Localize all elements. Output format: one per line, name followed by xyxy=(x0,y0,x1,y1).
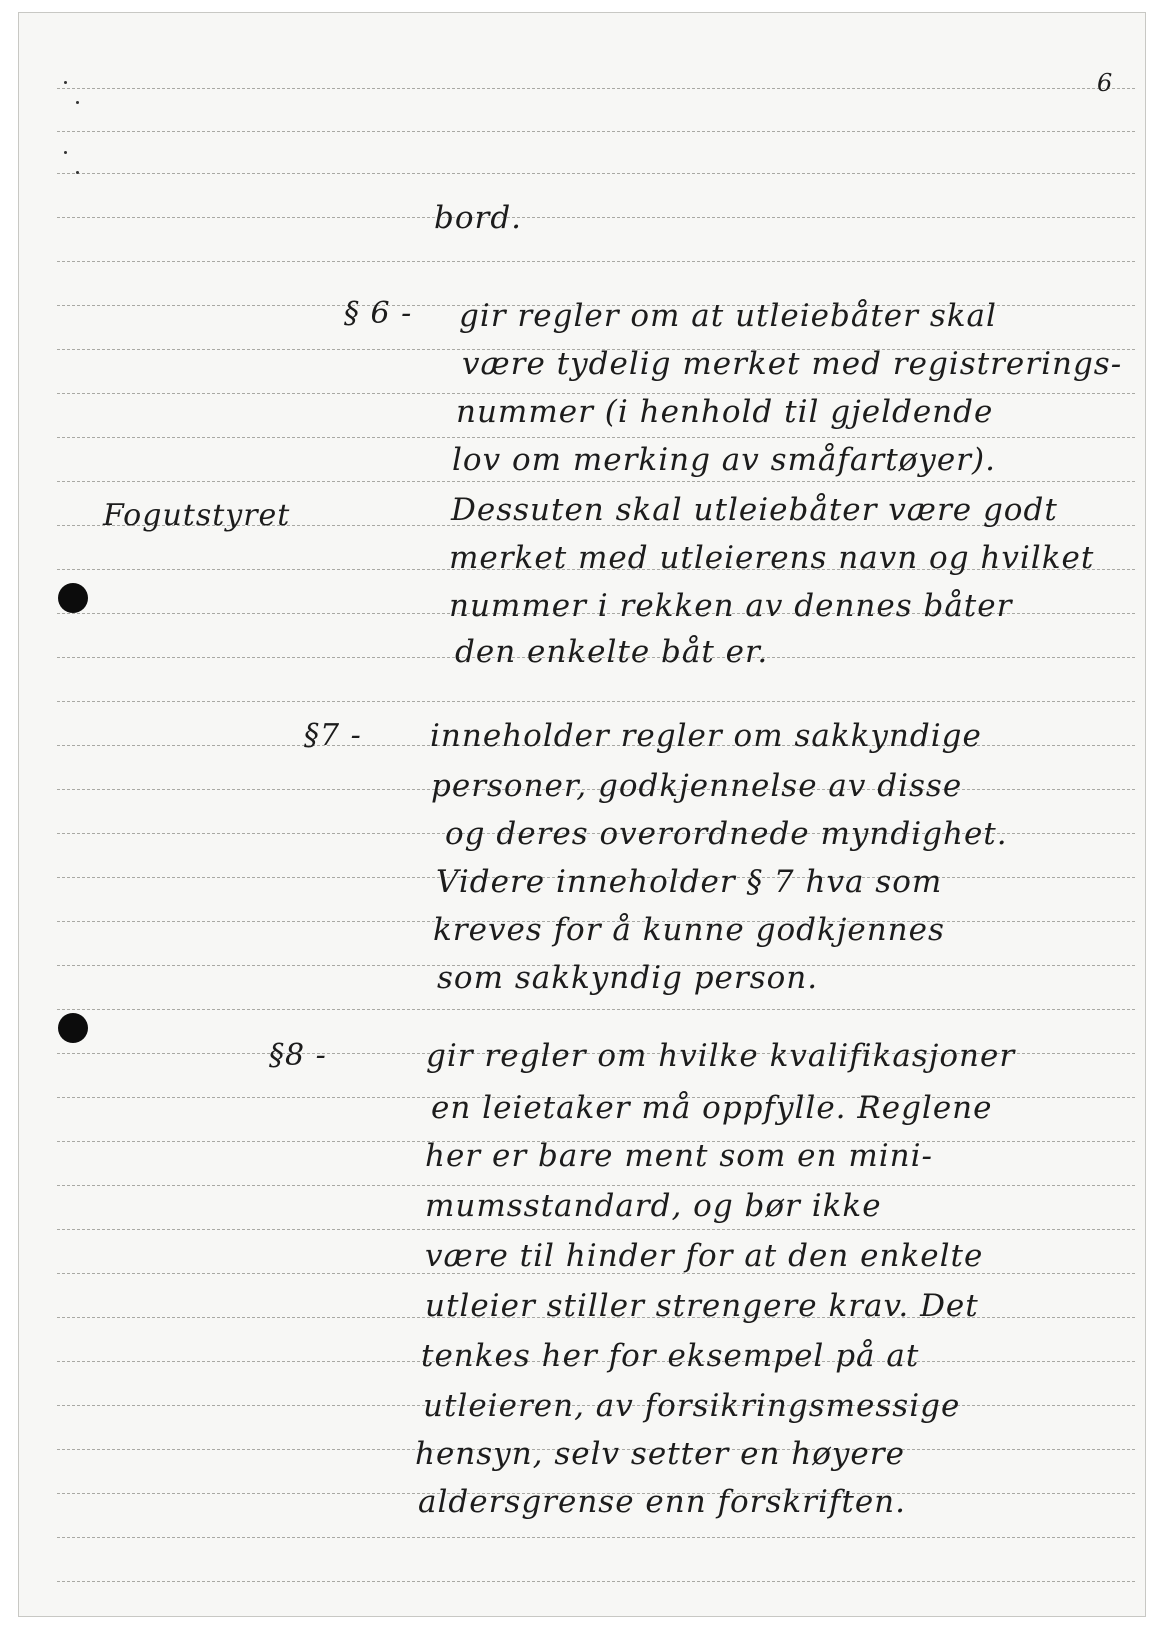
text-line: nummer (i henhold til gjeldende xyxy=(456,394,994,430)
text-line: utleieren, av forsikringsmessige xyxy=(423,1388,961,1424)
text-line: personer, godkjennelse av disse xyxy=(431,768,963,804)
text-line: tenkes her for eksempel på at xyxy=(421,1338,920,1374)
margin-speck xyxy=(76,171,79,174)
text-line: gir regler om at utleiebåter skal xyxy=(459,298,997,334)
page-number: 6 xyxy=(1097,69,1114,97)
ruled-line xyxy=(57,1581,1135,1582)
text-line: merket med utleierens navn og hvilket xyxy=(449,540,1095,576)
ruled-line xyxy=(57,1009,1135,1010)
text-line: utleier stiller strengere krav. Det xyxy=(425,1288,979,1324)
text-line: hensyn, selv setter en høyere xyxy=(415,1436,905,1472)
text-line: og deres overordnede myndighet. xyxy=(445,816,1008,852)
ruled-line xyxy=(57,701,1135,702)
text-line: her er bare ment som en mini- xyxy=(425,1138,934,1174)
text-line: være til hinder for at den enkelte xyxy=(425,1238,984,1274)
text-line: inneholder regler om sakkyndige xyxy=(430,718,982,754)
text-line: aldersgrense enn forskriften. xyxy=(418,1484,907,1520)
ruled-line xyxy=(57,437,1135,438)
text-line: mumsstandard, og bør ikke xyxy=(425,1188,882,1224)
text-line: nummer i rekken av dennes båter xyxy=(449,588,1013,624)
ruled-line xyxy=(57,88,1135,89)
text-line: som sakkyndig person. xyxy=(437,960,819,996)
section-label-7: §7 - xyxy=(304,718,362,753)
margin-speck xyxy=(64,151,67,154)
margin-speck xyxy=(76,101,79,104)
text-line: bord. xyxy=(434,200,523,236)
text-line: en leietaker må oppfylle. Reglene xyxy=(431,1090,993,1126)
document-page xyxy=(18,12,1146,1617)
ruled-line xyxy=(57,1537,1135,1538)
ruled-line xyxy=(57,131,1135,132)
punch-hole xyxy=(58,1013,88,1043)
ruled-line xyxy=(57,217,1135,218)
text-line: være tydelig merket med registrerings- xyxy=(462,346,1123,382)
ruled-line xyxy=(57,1185,1135,1186)
punch-hole xyxy=(58,583,88,613)
text-line: den enkelte båt er. xyxy=(455,634,769,670)
ruled-line xyxy=(57,1229,1135,1230)
text-line: gir regler om hvilke kvalifikasjoner xyxy=(426,1038,1016,1074)
text-line: Dessuten skal utleiebåter være godt xyxy=(451,492,1058,528)
text-line: lov om merking av småfartøyer). xyxy=(452,442,996,478)
section-label-6: § 6 - xyxy=(344,296,413,331)
ruled-line xyxy=(57,481,1135,482)
text-line: kreves for å kunne godkjennes xyxy=(433,912,945,948)
text-line: Videre inneholder § 7 hva som xyxy=(436,864,943,900)
margin-speck xyxy=(64,81,67,84)
margin-note: Fogutstyret xyxy=(103,498,291,533)
ruled-line xyxy=(57,173,1135,174)
section-label-8: §8 - xyxy=(269,1038,327,1073)
ruled-line xyxy=(57,261,1135,262)
